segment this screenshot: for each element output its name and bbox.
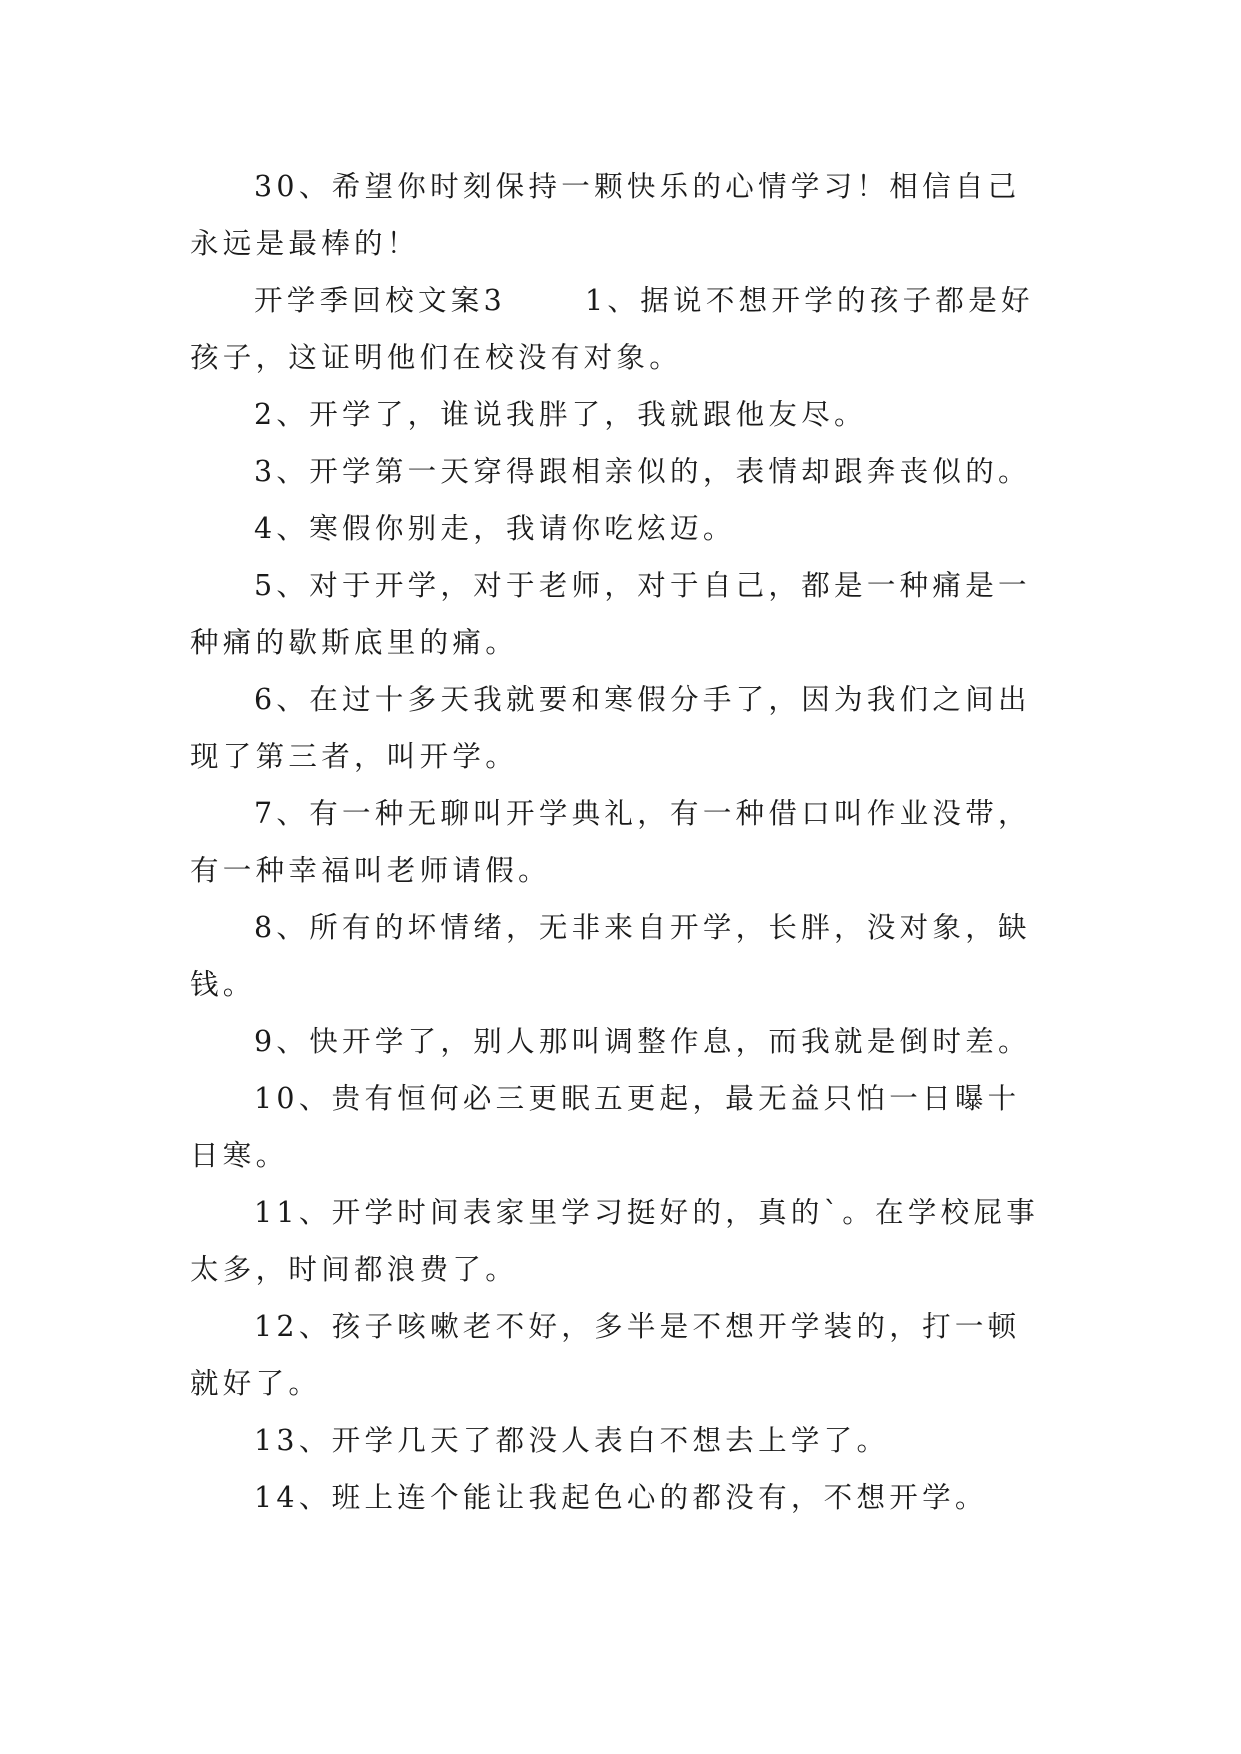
paragraph: 13、开学几天了都没人表白不想去上学了。 — [254, 1424, 890, 1457]
paragraph: 8、所有的坏情绪，无非来自开学，长胖，没对象，缺钱。 — [190, 911, 1031, 1001]
paragraph: 12、孩子咳嗽老不好，多半是不想开学装的，打一顿就好了。 — [190, 1310, 1021, 1400]
paragraph: 5、对于开学，对于老师，对于自己，都是一种痛是一种痛的歇斯底里的痛。 — [190, 569, 1031, 659]
paragraph: 7、有一种无聊叫开学典礼，有一种借口叫作业没带，有一种幸福叫老师请假。 — [190, 797, 1031, 887]
document-body — [190, 158, 1052, 1526]
paragraph: 30、希望你时刻保持一颗快乐的心情学习！相信自己永远是最棒的！ — [190, 170, 1021, 260]
paragraph: 开学季回校文案3 1、据说不想开学的孩子都是好孩子，这证明他们在校没有对象。 — [190, 284, 1034, 374]
paragraph: 4、寒假你别走，我请你吃炫迈。 — [254, 512, 736, 545]
paragraph: 2、开学了，谁说我胖了，我就跟他友尽。 — [254, 398, 867, 431]
paragraph: 6、在过十多天我就要和寒假分手了，因为我们之间出现了第三者，叫开学。 — [190, 683, 1031, 773]
paragraph: 3、开学第一天穿得跟相亲似的，表情却跟奔丧似的。 — [254, 455, 1031, 488]
paragraph: 10、贵有恒何必三更眠五更起，最无益只怕一日曝十日寒。 — [190, 1082, 1021, 1172]
paragraph: 9、快开学了，别人那叫调整作息，而我就是倒时差。 — [254, 1025, 1031, 1058]
paragraph: 14、班上连个能让我起色心的都没有，不想开学。 — [254, 1481, 988, 1514]
paragraph: 11、开学时间表家里学习挺好的，真的`。在学校屁事太多，时间都浪费了。 — [190, 1196, 1040, 1286]
